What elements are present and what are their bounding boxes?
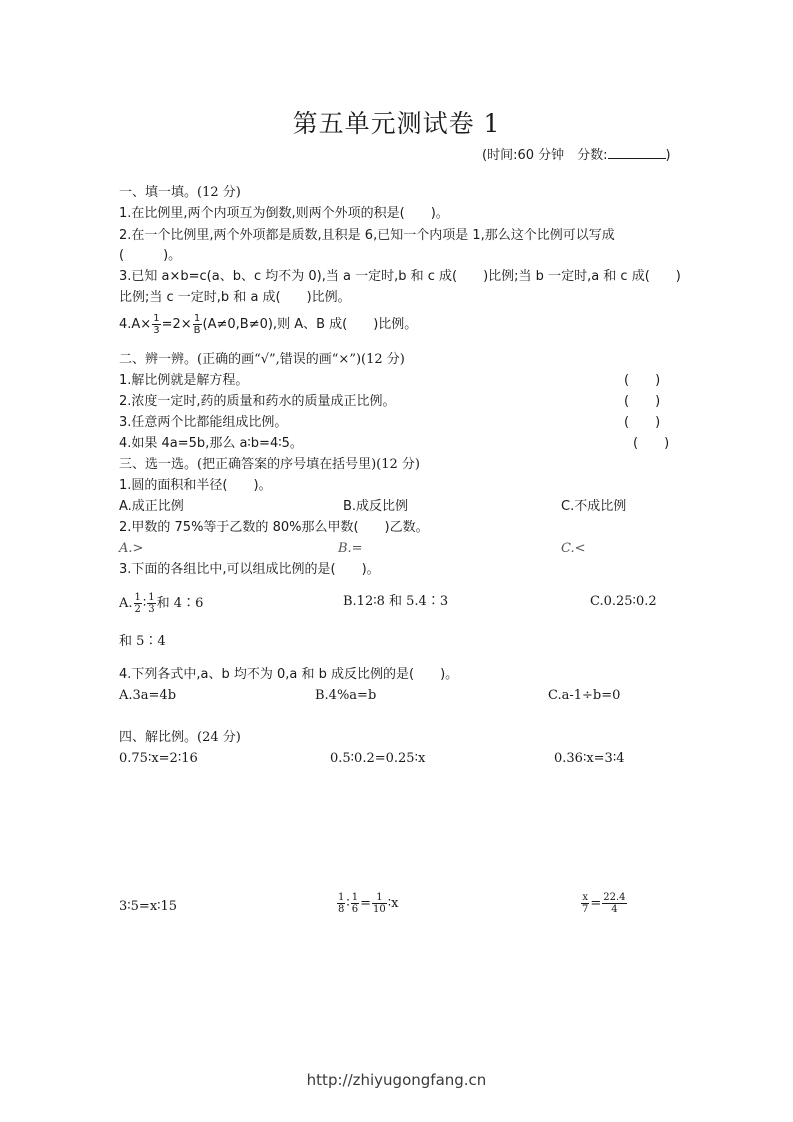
frac-den: 3 — [153, 325, 160, 336]
frac-den: 8 — [338, 904, 345, 915]
s2-answer-paren-3: ( ) — [624, 415, 661, 430]
time-info-label: (时间:60 分钟 分数: — [482, 148, 608, 163]
s3-q3-option-c: C.0.25∶0.2 — [590, 594, 657, 609]
frac-num: 1 — [338, 892, 345, 903]
fraction — [152, 313, 160, 336]
opt-a-post: 和 4∶6 — [156, 596, 204, 611]
s3-q2-option-a: A.> — [119, 541, 144, 556]
s3-question-3: 3.下面的各组比中,可以组成比例的是( )。 — [119, 562, 380, 577]
fraction — [581, 892, 589, 915]
s3-q3-option-c-cont: 和 5∶4 — [119, 634, 166, 649]
footer-url: http://zhiyugongfang.cn — [306, 1071, 487, 1089]
q4-mid: =2× — [161, 317, 192, 332]
s2-item-2: 2.浓度一定时,药的质量和药水的质量成正比例。 — [119, 394, 396, 409]
frac-den: 3 — [148, 604, 155, 615]
ratio-sep: ∶ — [142, 596, 147, 611]
s3-question-4: 4.下列各式中,a、b 均不为 0,a 和 b 成反比例的是( )。 — [119, 667, 459, 682]
s4-problem-3: 0.36∶x=3∶4 — [554, 751, 625, 766]
frac-num: x — [582, 892, 588, 903]
s3-question-1: 1.圆的面积和半径( )。 — [119, 478, 272, 493]
equals-sign: = — [360, 896, 372, 911]
s4-problem-1: 0.75∶x=2∶16 — [119, 751, 198, 766]
frac-num: 1 — [153, 313, 160, 324]
problem-5-post: ∶x — [387, 896, 399, 911]
s1-question-1: 1.在比例里,两个内项互为倒数,则两个外项的积是( )。 — [119, 206, 449, 221]
s4-problem-4: 3∶5=x∶15 — [119, 899, 178, 914]
s3-q1-option-c: C.不成比例 — [561, 499, 627, 514]
s4-problem-5 — [336, 892, 399, 915]
section-2-heading: 二、辨一辨。(正确的画“√”,错误的画“×”)(12 分) — [119, 352, 405, 367]
fraction — [372, 892, 387, 915]
fraction — [134, 592, 142, 615]
frac-num: 1 — [351, 892, 359, 903]
q4-post: (A≠0,B≠0),则 A、B 成( )比例。 — [202, 317, 418, 332]
score-blank — [608, 146, 666, 159]
s1-question-2a: 2.在一个比例里,两个外项都是质数,且积是 6,已知一个内项是 1,那么这个比例可以写成 — [119, 228, 615, 243]
s1-question-3a: 3.已知 a×b=c(a、b、c 均不为 0),当 a 一定时,b 和 c 成( )比例;当 b 一定时,a 和 c 成( ) — [119, 269, 681, 284]
s1-question-2b: ( )。 — [119, 248, 182, 263]
frac-den: 6 — [351, 904, 359, 915]
time-score-info — [482, 144, 671, 163]
fraction — [602, 892, 626, 915]
s2-answer-paren-4: ( ) — [633, 436, 670, 451]
frac-den: 7 — [582, 904, 589, 915]
fraction — [337, 892, 345, 915]
s3-q1-option-b: B.成反比例 — [343, 499, 409, 514]
q4-pre: 4.A× — [119, 317, 152, 332]
s2-answer-paren-2: ( ) — [624, 394, 661, 409]
frac-den: 10 — [373, 904, 386, 915]
s4-problem-6 — [580, 892, 628, 915]
s3-q2-option-b: B.= — [338, 541, 363, 556]
equals-sign: = — [590, 896, 602, 911]
s3-q3-option-b: B.12∶8 和 5.4∶3 — [343, 594, 449, 609]
s3-question-2: 2.甲数的 75%等于乙数的 80%那么甲数( )乙数。 — [119, 520, 429, 535]
opt-a-pre: A. — [119, 596, 133, 611]
s2-item-3: 3.任意两个比都能组成比例。 — [119, 415, 288, 430]
s1-question-4 — [119, 313, 417, 336]
s1-question-3b: 比例;当 c 一定时,b 和 a 成( )比例。 — [119, 290, 351, 305]
fraction — [147, 592, 155, 615]
fraction — [193, 313, 202, 336]
s4-problem-2: 0.5∶0.2=0.25∶x — [330, 751, 426, 766]
frac-den: B — [193, 325, 201, 336]
s2-item-4: 4.如果 4a=5b,那么 a∶b=4∶5。 — [119, 436, 303, 451]
frac-num: 1 — [372, 892, 387, 904]
s2-item-1: 1.解比例就是解方程。 — [119, 373, 249, 388]
frac-num: 1 — [193, 313, 201, 324]
s3-q4-option-b: B.4%a=b — [315, 688, 377, 703]
section-4-heading: 四、解比例。(24 分) — [119, 730, 241, 745]
time-info-end: ) — [665, 148, 671, 163]
page-title: 第五单元测试卷 1 — [292, 109, 501, 138]
section-3-heading: 三、选一选。(把正确答案的序号填在括号里)(12 分) — [119, 457, 420, 472]
frac-num: 1 — [148, 592, 155, 603]
s3-q4-option-a: A.3a=4b — [119, 688, 177, 703]
frac-num: 22.4 — [603, 892, 626, 903]
s3-q1-option-a: A.成正比例 — [119, 499, 184, 514]
s2-answer-paren-1: ( ) — [624, 373, 661, 388]
section-1-heading: 一、填一填。(12 分) — [119, 185, 241, 200]
fraction — [351, 892, 359, 915]
frac-den: 2 — [134, 604, 141, 615]
s3-q2-option-c: C.< — [561, 541, 586, 556]
frac-den: 4 — [611, 904, 618, 915]
s3-q3-option-a — [119, 592, 203, 615]
frac-num: 1 — [134, 592, 141, 603]
ratio-sep: ∶ — [346, 896, 350, 911]
s3-q4-option-c: C.a-1÷b=0 — [548, 688, 621, 703]
